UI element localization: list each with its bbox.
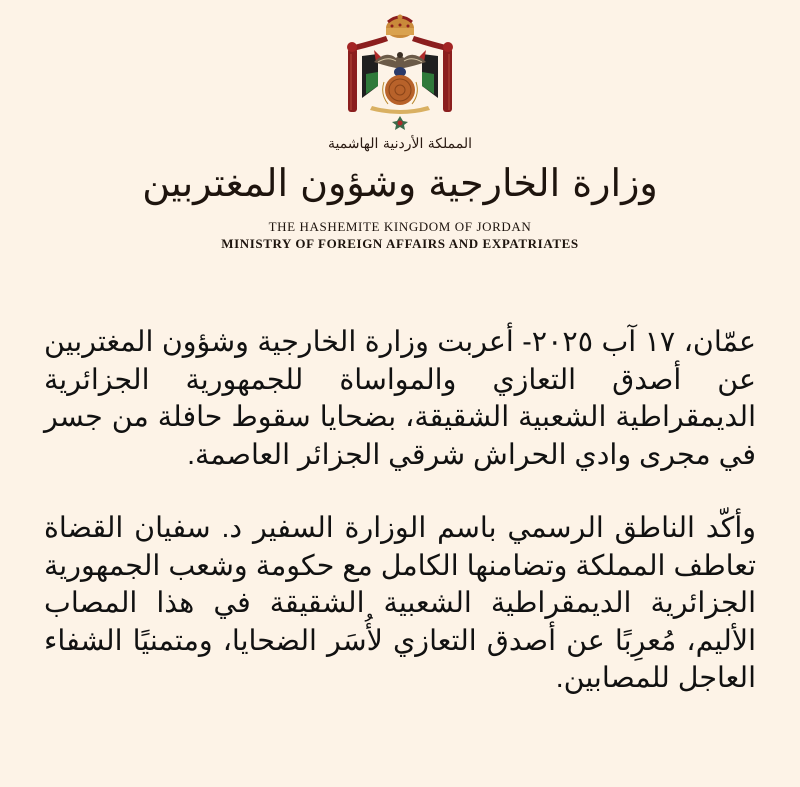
- order-star-icon: [392, 116, 408, 130]
- ribbon-icon: [370, 106, 430, 114]
- jordan-coat-of-arms-icon: [344, 14, 456, 132]
- english-ministry-title: MINISTRY OF FOREIGN AFFAIRS AND EXPATRIATES: [221, 236, 579, 251]
- crown-icon: [386, 15, 414, 39]
- statement-paragraph-2: وأكّد الناطق الرسمي باسم الوزارة السفير د. سفيان القضاة تعاطف المملكة وتضامنها الكامل مع حكومة وشعب الجمهورية الجزائرية الديمقراطية الشعبية الشقيقة في هذا المصاب الأليم، مُعرِبًا عن أصدق التعازي لأُسَر الضحايا، ومتمنيًا الشفاء العاجل للمصابين.: [44, 512, 756, 694]
- arabic-ministry-title: وزارة الخارجية وشؤون المغتربين: [142, 161, 658, 205]
- shield-icon: [383, 75, 418, 105]
- statement-paragraph-1: عمّان، ١٧ آب ٢٠٢٥- أعربت وزارة الخارجية وشؤون المغتربين عن أصدق التعازي والمواساة للجمهورية الجزائرية الديمقراطية الشعبية الشقيقة، بضحايا سقوط حافلة من جسر في مجرى وادي الحراش شرقي الجزائر العاصمة.: [44, 326, 756, 471]
- eagle-icon: [374, 52, 426, 77]
- arabic-kingdom-title: المملكة الأردنية الهاشمية: [327, 136, 473, 152]
- english-kingdom-title: THE HASHEMITE KINGDOM OF JORDAN: [268, 219, 532, 234]
